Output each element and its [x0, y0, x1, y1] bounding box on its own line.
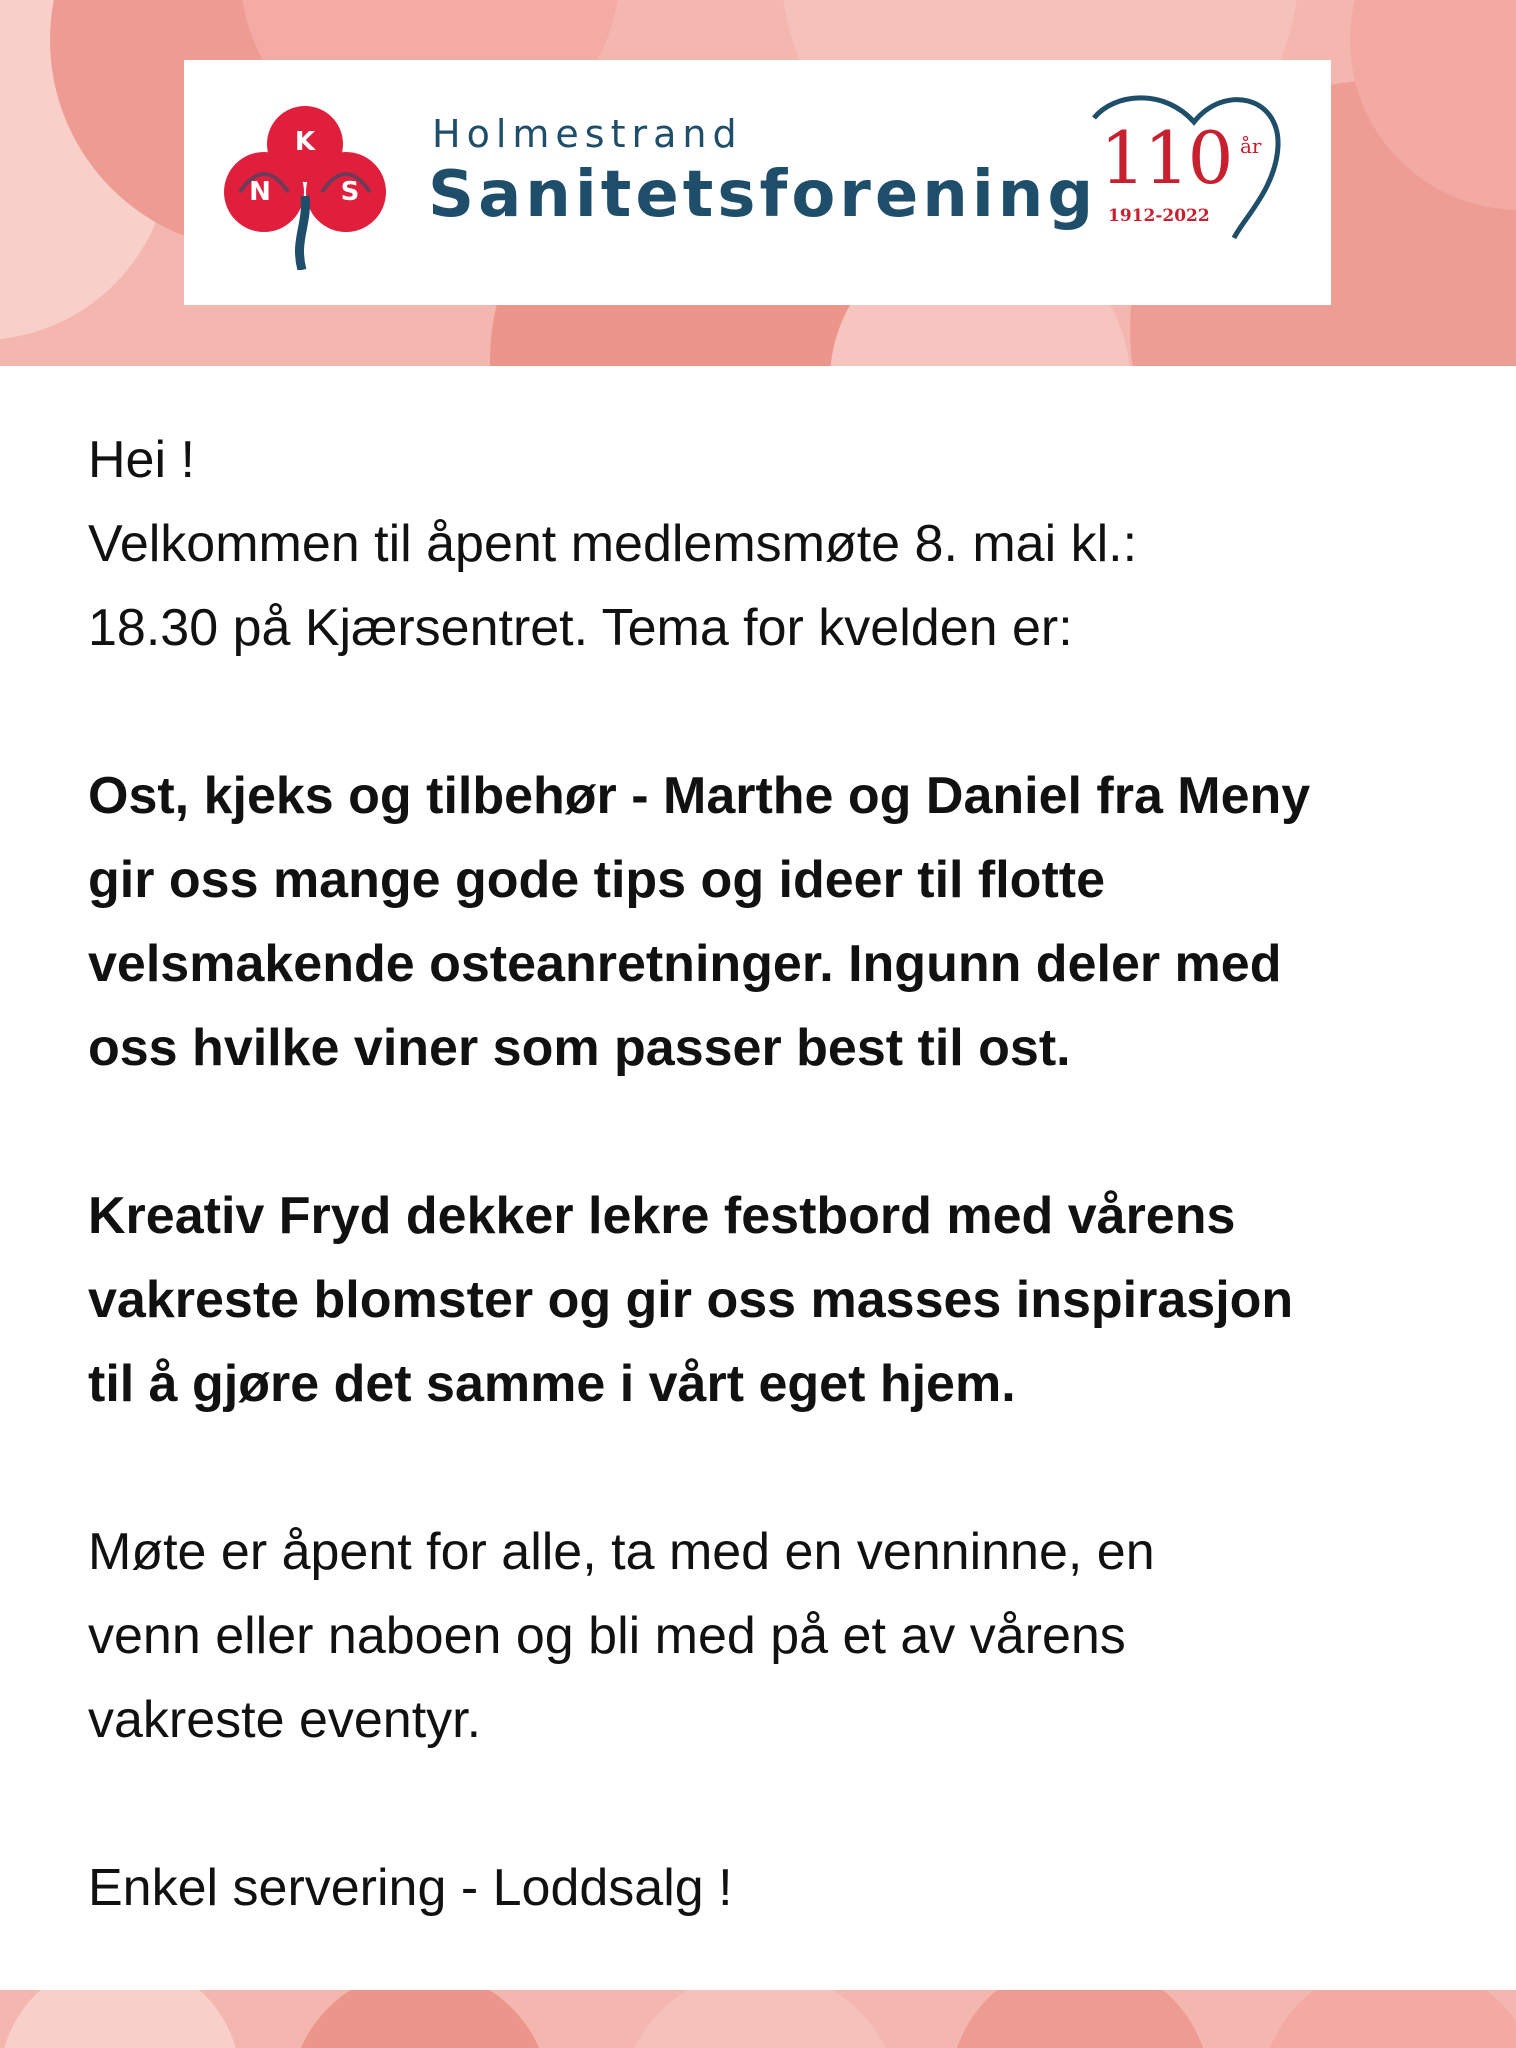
topic-cheese-text: Ost, kjeks og tilbehør - Marthe og Daniel fra Meny gir oss mange gode tips og ideer til flotte velsmakende osteanretninger. Ingunn deler med oss hvilke viner som passer best til ost.: [88, 767, 1311, 1077]
invitation-text: Møte er åpent for alle, ta med en venninne, en venn eller naboen og bli med på et av vårens vakreste eventyr.: [88, 1523, 1155, 1749]
anniversary-badge: [1084, 88, 1284, 248]
org-name: Sanitetsforening: [428, 158, 1098, 232]
paragraph-gap: [88, 1426, 1448, 1510]
paragraph-gap: [88, 1762, 1448, 1846]
message-body: [88, 418, 1448, 1930]
paragraph-gap: [88, 670, 1448, 754]
logo-card: [184, 60, 1331, 305]
intro-text: Velkommen til åpent medlemsmøte 8. mai kl.: 18.30 på Kjærsentret. Tema for kvelden er:: [88, 515, 1138, 657]
footer-banner: [0, 1990, 1516, 2048]
org-city: Holmestrand: [432, 112, 743, 156]
greeting-text: Hei !: [88, 431, 195, 489]
anniversary-years: 1912-2022: [1108, 206, 1210, 226]
topic-table-decor-text: Kreativ Fryd dekker lekre festbord med vårens vakreste blomster og gir oss masses inspirasjon til å gjøre det samme i vårt eget hjem.: [88, 1187, 1294, 1413]
footer-heart-pattern: [0, 1990, 1516, 2048]
closing-text: Enkel servering - Loddsalg !: [88, 1859, 733, 1917]
clover-logo-icon: [220, 100, 390, 270]
paragraph-gap: [88, 1090, 1448, 1174]
logo-letter-s: S: [340, 177, 360, 207]
logo-letter-k: K: [294, 127, 316, 157]
anniversary-unit: år: [1240, 134, 1262, 158]
logo-letter-n: N: [249, 177, 271, 207]
header-banner: [0, 0, 1516, 366]
anniversary-number: 110: [1100, 116, 1232, 200]
